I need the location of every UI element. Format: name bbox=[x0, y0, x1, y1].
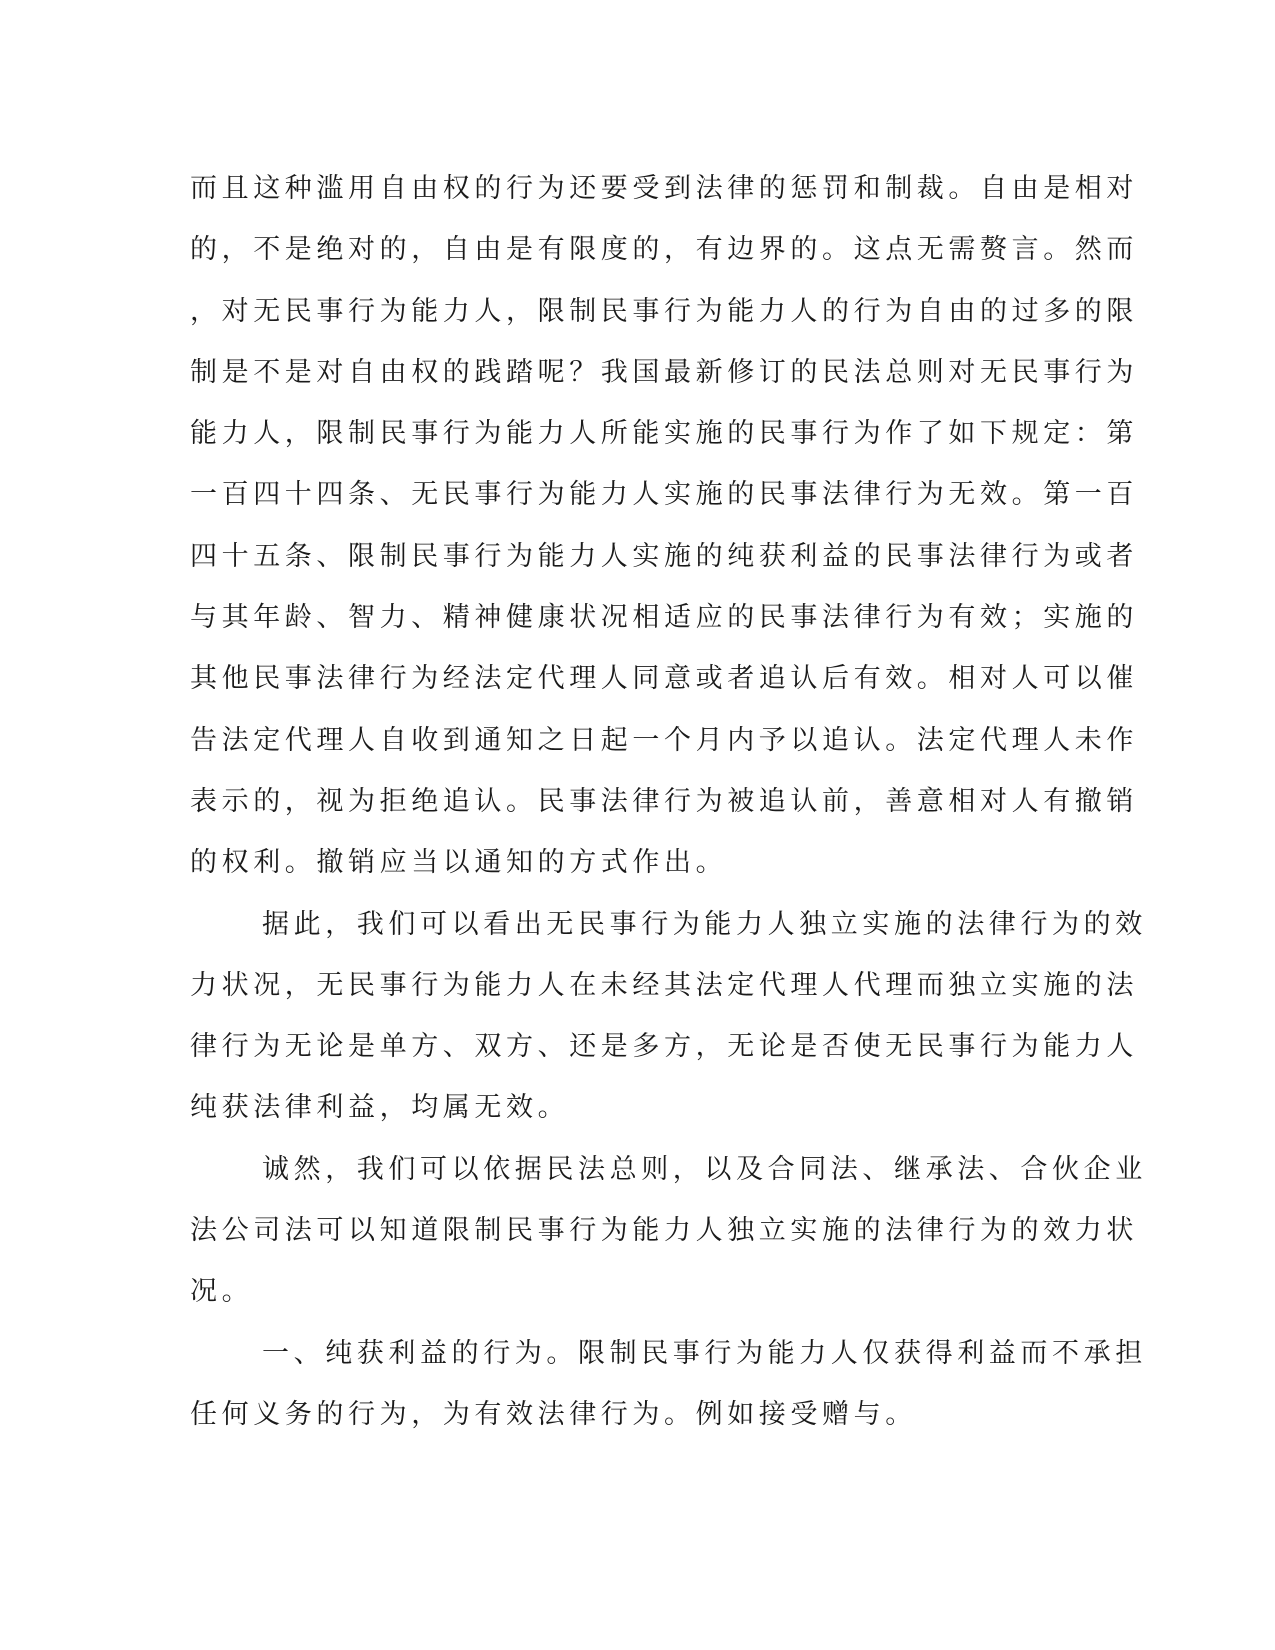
text-line: 能力人，限制民事行为能力人所能实施的民事行为作了如下规定：第 bbox=[190, 418, 1138, 450]
text-line: 任何义务的行为，为有效法律行为。例如接受赠与。 bbox=[190, 1398, 917, 1430]
text-line: 告法定代理人自收到通知之日起一个月内予以追认。法定代理人未作 bbox=[190, 724, 1138, 756]
text-line: 纯获法律利益，均属无效。 bbox=[190, 1092, 570, 1124]
text-line: 的，不是绝对的，自由是有限度的，有边界的。这点无需赘言。然而 bbox=[190, 234, 1138, 266]
text-line: 而且这种滥用自由权的行为还要受到法律的惩罚和制裁。自由是相对 bbox=[190, 173, 1138, 204]
paragraph-start-line: 一、纯获利益的行为。限制民事行为能力人仅获得利益而不承担 bbox=[262, 1337, 1147, 1369]
text-line: 表示的，视为拒绝追认。民事法律行为被追认前，善意相对人有撤销 bbox=[190, 785, 1138, 817]
body-text bbox=[190, 158, 1147, 1445]
text-line: 法公司法可以知道限制民事行为能力人独立实施的法律行为的效力状 bbox=[190, 1215, 1138, 1247]
text-line: 律行为无论是单方、双方、还是多方，无论是否使无民事行为能力人 bbox=[190, 1031, 1138, 1063]
text-line: ，对无民事行为能力人，限制民事行为能力人的行为自由的过多的限 bbox=[190, 295, 1138, 327]
text-line: 四十五条、限制民事行为能力人实施的纯获利益的民事法律行为或者 bbox=[190, 540, 1138, 572]
text-line: 况。 bbox=[190, 1276, 254, 1308]
paragraph-start-line: 据此，我们可以看出无民事行为能力人独立实施的法律行为的效 bbox=[262, 908, 1147, 940]
text-line: 其他民事法律行为经法定代理人同意或者追认后有效。相对人可以催 bbox=[190, 663, 1138, 695]
text-line: 一百四十四条、无民事行为能力人实施的民事法律行为无效。第一百 bbox=[190, 479, 1138, 511]
text-line: 力状况，无民事行为能力人在未经其法定代理人代理而独立实施的法 bbox=[190, 969, 1138, 1001]
text-line: 的权利。撤销应当以通知的方式作出。 bbox=[190, 847, 728, 879]
text-line: 与其年龄、智力、精神健康状况相适应的民事法律行为有效；实施的 bbox=[190, 602, 1138, 634]
text-line: 制是不是对自由权的践踏呢？我国最新修订的民法总则对无民事行为 bbox=[190, 356, 1138, 388]
paragraph-start-line: 诚然，我们可以依据民法总则，以及合同法、继承法、合伙企业 bbox=[262, 1153, 1147, 1185]
